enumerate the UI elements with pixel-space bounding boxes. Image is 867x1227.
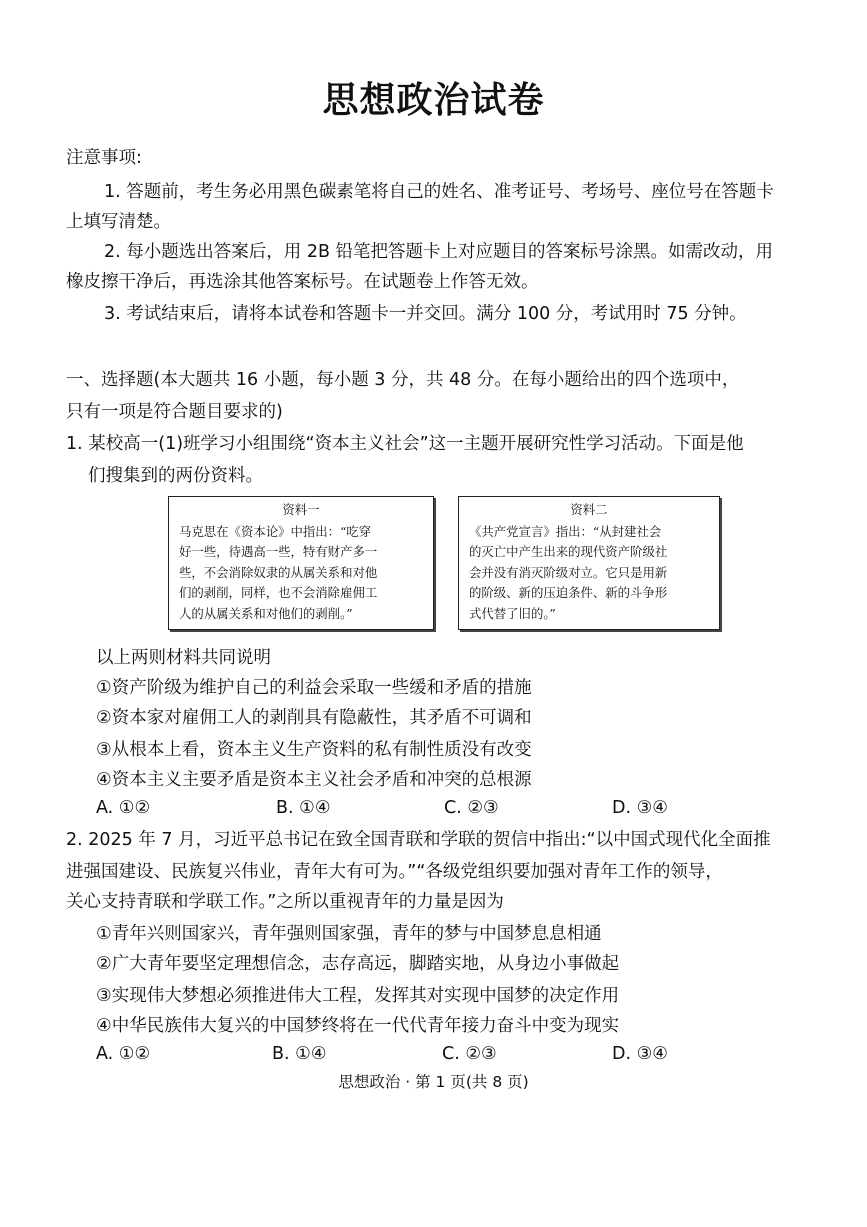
q2-statement-3: ③实现伟大梦想必须推进伟大工程，发挥其对实现中国梦的决定作用 <box>96 986 620 1006</box>
material-1-title: 资料一 <box>282 502 320 517</box>
notes-heading: 注意事项: <box>66 148 142 168</box>
material-1-line: 们的剥削，同样，也不会消除雇佣工 <box>179 585 378 600</box>
material-2-line: 《共产党宣言》指出：“从封建社会 <box>469 523 662 539</box>
q1-statement-3: ③从根本上看，资本主义生产资料的私有制性质没有改变 <box>96 740 532 760</box>
material-2-line: 的灭亡中产生出来的现代资产阶级社 <box>469 544 668 559</box>
material-2-title: 资料二 <box>570 502 608 517</box>
q2-statement-1: ①青年兴则国家兴，青年强则国家强，青年的梦与中国梦息息相通 <box>96 924 602 944</box>
q1-stem-line-2: 们搜集到的两份资料。 <box>88 466 263 486</box>
material-1-box <box>168 496 434 630</box>
page-footer: 思想政治 · 第 1 页(共 8 页) <box>338 1073 529 1091</box>
q1-statement-2: ②资本家对雇佣工人的剥削具有隐蔽性，其矛盾不可调和 <box>96 708 532 728</box>
material-2-line: 会并没有消灭阶级对立。它只是用新 <box>469 564 668 580</box>
note-1-line-1: 1. 答题前，考生务必用黑色碳素笔将自己的姓名、准考证号、考场号、座位号在答题卡 <box>104 182 774 202</box>
material-1-line: 些，不会消除奴隶的从属关系和对他 <box>179 564 378 580</box>
q2-stem-line-2: 进强国建设、民族复兴伟业，青年大有可为。”“各级党组织要加强对青年工作的领导， <box>66 862 723 882</box>
q2-option-a: A. ①② <box>96 1044 151 1064</box>
material-2-line: 式代替了旧的。” <box>469 605 556 621</box>
material-1-line: 马克思在《资本论》中指出：“吃穿 <box>179 523 372 539</box>
q2-option-d: D. ③④ <box>612 1044 668 1064</box>
q1-option-c: C. ②③ <box>444 798 499 818</box>
q1-option-a: A. ①② <box>96 798 151 818</box>
note-2-line-2: 橡皮擦干净后，再选涂其他答案标号。在试题卷上作答无效。 <box>66 272 539 292</box>
q2-statement-2: ②广大青年要坚定理想信念，志存高远，脚踏实地，从身边小事做起 <box>96 954 620 974</box>
q1-statement-1: ①资产阶级为维护自己的利益会采取一些缓和矛盾的措施 <box>96 678 532 698</box>
material-1-line: 人的从属关系和对他们的剥削。” <box>179 605 353 621</box>
note-3-line-1: 3. 考试结束后，请将本试卷和答题卡一并交回。满分 100 分，考试用时 75 分钟。 <box>104 304 747 324</box>
material-2-line: 的阶级、新的压迫条件、新的斗争形 <box>469 585 668 600</box>
q1-stem-line-1: 1. 某校高一(1)班学习小组围绕“资本主义社会”这一主题开展研究性学习活动。下面是他 <box>66 434 744 454</box>
q2-option-b: B. ①④ <box>272 1044 327 1064</box>
section-heading-line-2: 只有一项是符合题目要求的) <box>66 402 283 422</box>
material-2-box <box>458 496 720 630</box>
note-1-line-2: 上填写清楚。 <box>66 212 171 232</box>
material-1-line: 好一些，待遇高一些，特有财产多一 <box>179 544 378 559</box>
q1-prompt: 以上两则材料共同说明 <box>96 648 271 668</box>
q1-statement-4: ④资本主义主要矛盾是资本主义社会矛盾和冲突的总根源 <box>96 770 532 790</box>
q2-option-c: C. ②③ <box>442 1044 497 1064</box>
q1-option-d: D. ③④ <box>612 798 668 818</box>
q2-stem-line-1: 2. 2025 年 7 月，习近平总书记在致全国青联和学联的贺信中指出:“以中国式现代化全面推 <box>66 830 771 850</box>
q2-stem-line-3: 关心支持青联和学联工作。”之所以重视青年的力量是因为 <box>66 892 504 912</box>
note-2-line-1: 2. 每小题选出答案后，用 2B 铅笔把答题卡上对应题目的答案标号涂黑。如需改动，用 <box>104 242 774 262</box>
page-title: 思想政治试卷 <box>322 79 545 121</box>
section-heading-line-1: 一、选择题(本大题共 16 小题，每小题 3 分，共 48 分。在每小题给出的四个选项中， <box>66 370 740 390</box>
q2-statement-4: ④中华民族伟大复兴的中国梦终将在一代代青年接力奋斗中变为现实 <box>96 1016 620 1036</box>
q1-option-b: B. ①④ <box>276 798 331 818</box>
